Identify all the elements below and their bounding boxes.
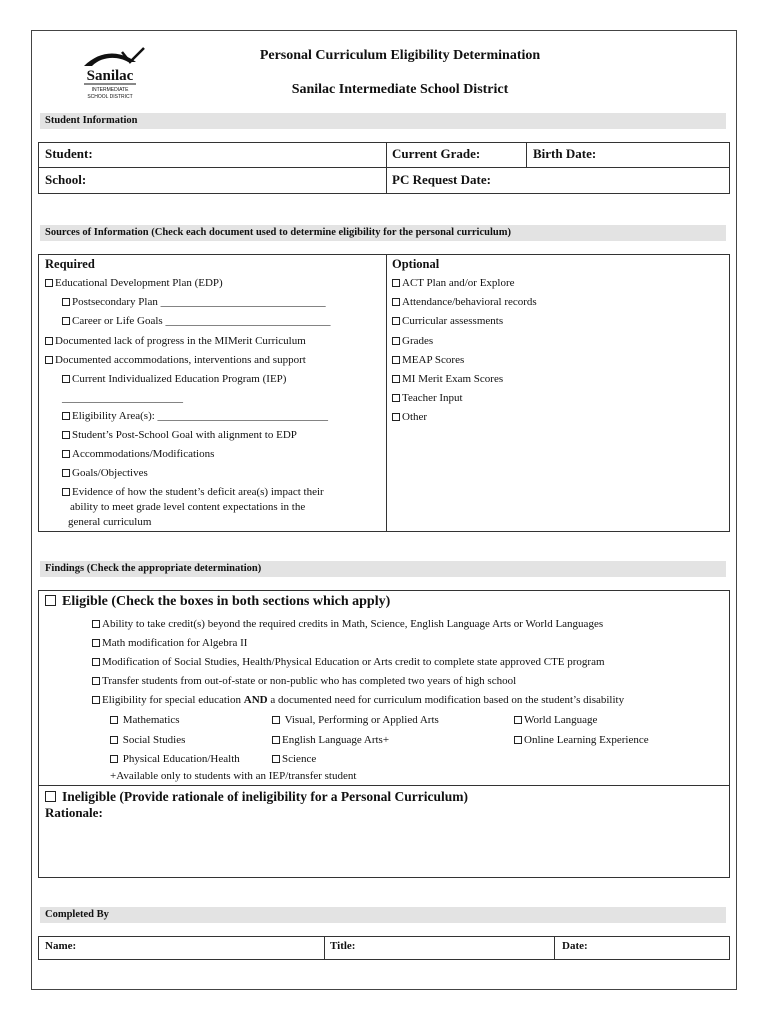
ineligible-option[interactable]: Ineligible (Provide rationale of ineligibility for a Personal Curriculum) (45, 789, 468, 805)
checkbox[interactable] (392, 337, 400, 345)
checkbox[interactable] (62, 488, 70, 496)
optional-header: Optional (392, 257, 440, 271)
birth-date-field[interactable]: Birth Date: (533, 146, 597, 161)
sources-header: Sources of Information (Check each document used to determine eligibility for the personal curriculum) (40, 225, 726, 241)
checkbox[interactable] (392, 394, 400, 402)
req-accommodations-doc[interactable]: Documented accommodations, interventions and support (45, 354, 306, 366)
checkbox[interactable] (272, 736, 280, 744)
checkbox[interactable] (392, 298, 400, 306)
checkbox[interactable] (62, 450, 70, 458)
ela-footnote: +Available only to students with an IEP/transfer student (110, 770, 357, 782)
elig-credits-beyond[interactable]: Ability to take credit(s) beyond the required credits in Math, Science, English Language Arts or World Languages (92, 618, 603, 630)
req-accommodations-mods[interactable]: Accommodations/Modifications (62, 448, 214, 460)
subject-social-studies[interactable]: Social Studies (110, 734, 185, 746)
checkbox[interactable] (62, 298, 70, 306)
subject-pe-health[interactable]: Physical Education/Health (110, 753, 240, 765)
svg-text:INTERMEDIATE: INTERMEDIATE (91, 87, 129, 93)
opt-curricular[interactable]: Curricular assessments (392, 315, 503, 327)
checkbox[interactable] (514, 736, 522, 744)
opt-other[interactable]: Other (392, 411, 427, 423)
req-evidence-line3: general curriculum (68, 516, 152, 528)
subject-science[interactable]: Science (272, 753, 316, 765)
elig-special-ed[interactable]: Eligibility for special education AND a documented need for curriculum modification based on the student’s disability (92, 694, 624, 706)
title-field[interactable]: Title: (330, 940, 356, 952)
checkbox[interactable] (45, 356, 53, 364)
opt-act-plan[interactable]: ACT Plan and/or Explore (392, 277, 515, 289)
subject-world-language[interactable]: World Language (514, 714, 597, 726)
form-title: Personal Curriculum Eligibility Determination (259, 48, 541, 63)
checkbox[interactable] (62, 317, 70, 325)
checkbox[interactable] (45, 337, 53, 345)
checkbox[interactable] (110, 716, 118, 724)
subject-visual-arts[interactable]: Visual, Performing or Applied Arts (272, 714, 439, 726)
elig-transfer[interactable]: Transfer students from out-of-state or non-public who has completed two years of high school (92, 675, 516, 687)
checkbox[interactable] (62, 469, 70, 477)
checkbox[interactable] (272, 755, 280, 763)
svg-text:SCHOOL DISTRICT: SCHOOL DISTRICT (87, 94, 133, 100)
checkbox[interactable] (92, 677, 100, 685)
checkbox[interactable] (272, 716, 280, 724)
checkbox[interactable] (45, 279, 53, 287)
elig-cte-modification[interactable]: Modification of Social Studies, Health/Physical Education or Arts credit to complete state approved CTE program (92, 656, 605, 668)
checkbox[interactable] (92, 639, 100, 647)
rationale-field[interactable] (45, 824, 725, 874)
checkbox[interactable] (110, 755, 118, 763)
school-field[interactable]: School: (45, 172, 87, 187)
rationale-label: Rationale: (45, 805, 103, 820)
completed-by-table (38, 936, 730, 960)
opt-grades[interactable]: Grades (392, 335, 433, 347)
req-post-school-goal[interactable]: Student’s Post-School Goal with alignment to EDP (62, 429, 297, 441)
req-eligibility-area[interactable]: Eligibility Area(s): _______________________________ (62, 410, 328, 422)
name-field[interactable]: Name: (45, 940, 77, 952)
opt-meap[interactable]: MEAP Scores (392, 354, 464, 366)
student-field[interactable]: Student: (45, 146, 93, 161)
svg-text:Sanilac: Sanilac (86, 68, 134, 84)
student-info-table (38, 142, 730, 194)
subject-online-learning[interactable]: Online Learning Experience (514, 734, 649, 746)
checkbox[interactable] (62, 375, 70, 383)
sanilac-logo (70, 44, 150, 104)
checkbox[interactable] (92, 658, 100, 666)
date-field[interactable]: Date: (562, 940, 588, 952)
req-lack-progress[interactable]: Documented lack of progress in the MIMerit Curriculum (45, 335, 306, 347)
checkbox[interactable] (392, 317, 400, 325)
elig-algebra-ii[interactable]: Math modification for Algebra II (92, 637, 247, 649)
checkbox[interactable] (92, 696, 100, 704)
subject-mathematics[interactable]: Mathematics (110, 714, 180, 726)
req-evidence[interactable]: Evidence of how the student’s deficit area(s) impact their (62, 486, 324, 498)
checkbox[interactable] (392, 279, 400, 287)
subject-ela[interactable]: English Language Arts+ (272, 734, 389, 746)
checkbox[interactable] (92, 620, 100, 628)
opt-attendance[interactable]: Attendance/behavioral records (392, 296, 537, 308)
current-grade-field[interactable]: Current Grade: (392, 146, 481, 161)
pc-request-date-field[interactable]: PC Request Date: (392, 172, 491, 187)
req-edp[interactable]: Educational Development Plan (EDP) (45, 277, 223, 289)
opt-mi-merit[interactable]: MI Merit Exam Scores (392, 373, 503, 385)
req-evidence-line2: ability to meet grade level content expectations in the (70, 501, 306, 513)
district-name: Sanilac Intermediate School District (291, 82, 509, 97)
req-postsecondary[interactable]: Postsecondary Plan ______________________________ (62, 296, 326, 308)
student-info-header: Student Information (40, 113, 726, 129)
eligible-checkbox[interactable] (45, 595, 56, 606)
opt-teacher-input[interactable]: Teacher Input (392, 392, 463, 404)
completed-by-header: Completed By (40, 907, 726, 923)
findings-header: Findings (Check the appropriate determination) (40, 561, 726, 577)
req-iep[interactable]: Current Individualized Education Program (IEP) (62, 373, 286, 385)
required-header: Required (45, 257, 95, 271)
req-iep-blank: ______________________ (62, 392, 183, 404)
checkbox[interactable] (62, 431, 70, 439)
req-goals-objectives[interactable]: Goals/Objectives (62, 467, 148, 479)
checkbox[interactable] (62, 412, 70, 420)
checkbox[interactable] (514, 716, 522, 724)
checkbox[interactable] (392, 375, 400, 383)
ineligible-checkbox[interactable] (45, 791, 56, 802)
checkbox[interactable] (392, 356, 400, 364)
eligible-option[interactable]: Eligible (Check the boxes in both sections which apply) (45, 594, 390, 610)
checkbox[interactable] (110, 736, 118, 744)
req-career-goals[interactable]: Career or Life Goals ______________________________ (62, 315, 330, 327)
checkbox[interactable] (392, 413, 400, 421)
